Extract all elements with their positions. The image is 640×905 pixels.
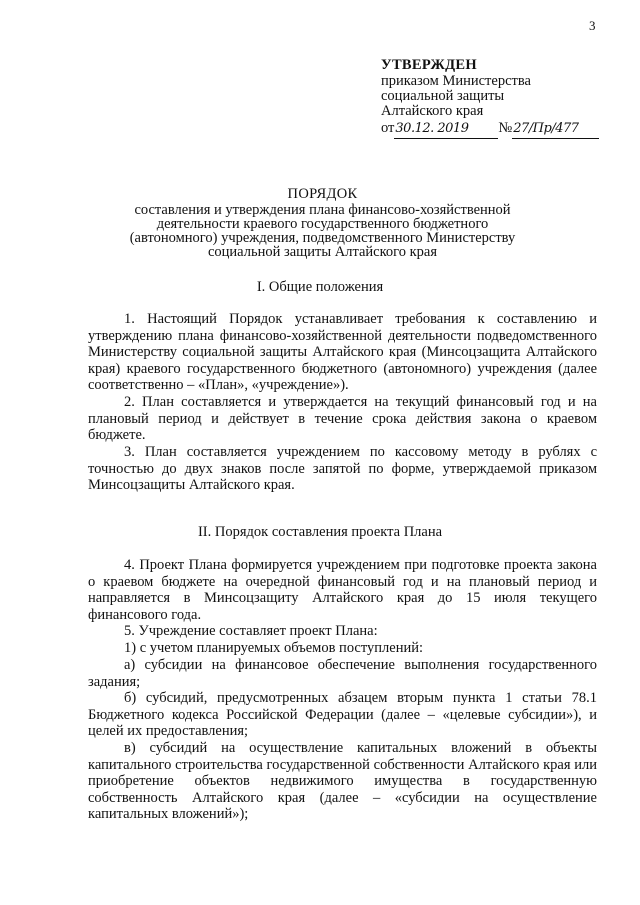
section-heading-general: I. Общие положения: [256, 279, 384, 295]
document-title: ПОРЯДОК: [287, 186, 358, 202]
approval-stamp: [381, 57, 621, 139]
paragraph-3: 3. План составляется учреждением по кассовому методу в рублях с точностью до двух знаков после запятой по форме, утверждаемой приказом Минсоцзащиты Алтайского края.: [88, 444, 597, 493]
approval-number-prefix: №: [498, 120, 513, 136]
document-title-block: [120, 186, 525, 259]
paragraph-5: 5. Учреждение составляет проект Плана:: [124, 623, 378, 639]
paragraph-5-item-1b: б) субсидий, предусмотренных абзацем вторым пункта 1 статьи 78.1 Бюджетного кодекса Российской Федерации (далее – «целевые субсидии»), и целей их предоставления;: [88, 690, 597, 739]
paragraph-5-item-1a: а) субсидии на финансовое обеспечение выполнения государственного задания;: [88, 657, 597, 690]
approval-number-handwritten: 27/Пр/477: [512, 120, 599, 139]
paragraph-5-item-1: 1) с учетом планируемых объемов поступлений:: [124, 640, 423, 656]
approval-date-handwritten: 30.12. 2019: [394, 120, 498, 139]
paragraph-2: 2. План составляется и утверждается на текущий финансовый год и на плановый период и действует в течение срока действия закона о краевом бюджете.: [88, 394, 597, 443]
document-subtitle: составления и утверждения плана финансово-хозяйственной деятельности краевого государственного бюджетного (автономного) учреждения, подведомственного Министерству социальной защиты Алтайского края: [129, 202, 516, 260]
approval-date-prefix: от: [381, 120, 395, 136]
approval-line-1: приказом Министерства: [381, 73, 531, 89]
paragraph-4: 4. Проект Плана формируется учреждением при подготовке проекта закона о краевом бюджете на очередной финансовый год и на плановый период и направляется в Минсоцзащиту Алтайского края до 15 июля текущего финансового года.: [88, 557, 597, 623]
approval-heading: УТВЕРЖДЕН: [381, 57, 477, 73]
paragraph-1: 1. Настоящий Порядок устанавливает требования к составлению и утверждению плана финансово-хозяйственной деятельности подведомственного Министерству социальной защиты Алтайского края (Минсоцзащита Алтайского края) краевого государственного бюджетного (автономного) учреждения (далее соответственно – «План», «учреждение»).: [88, 311, 597, 393]
section-heading-draft: II. Порядок составления проекта Плана: [197, 524, 443, 540]
approval-order-line: [381, 119, 621, 139]
page-number: 3: [589, 18, 596, 33]
paragraph-5-item-1c: в) субсидий на осуществление капитальных вложений в объекты капитального строительства государственной собственности Алтайского края или приобретение объектов недвижимого имущества в государственную собственность Алтайского края (далее – «субсидии на осуществление капитальных вложений»);: [88, 740, 597, 822]
approval-line-3: Алтайского края: [381, 103, 484, 119]
approval-line-2: социальной защиты: [381, 88, 505, 104]
